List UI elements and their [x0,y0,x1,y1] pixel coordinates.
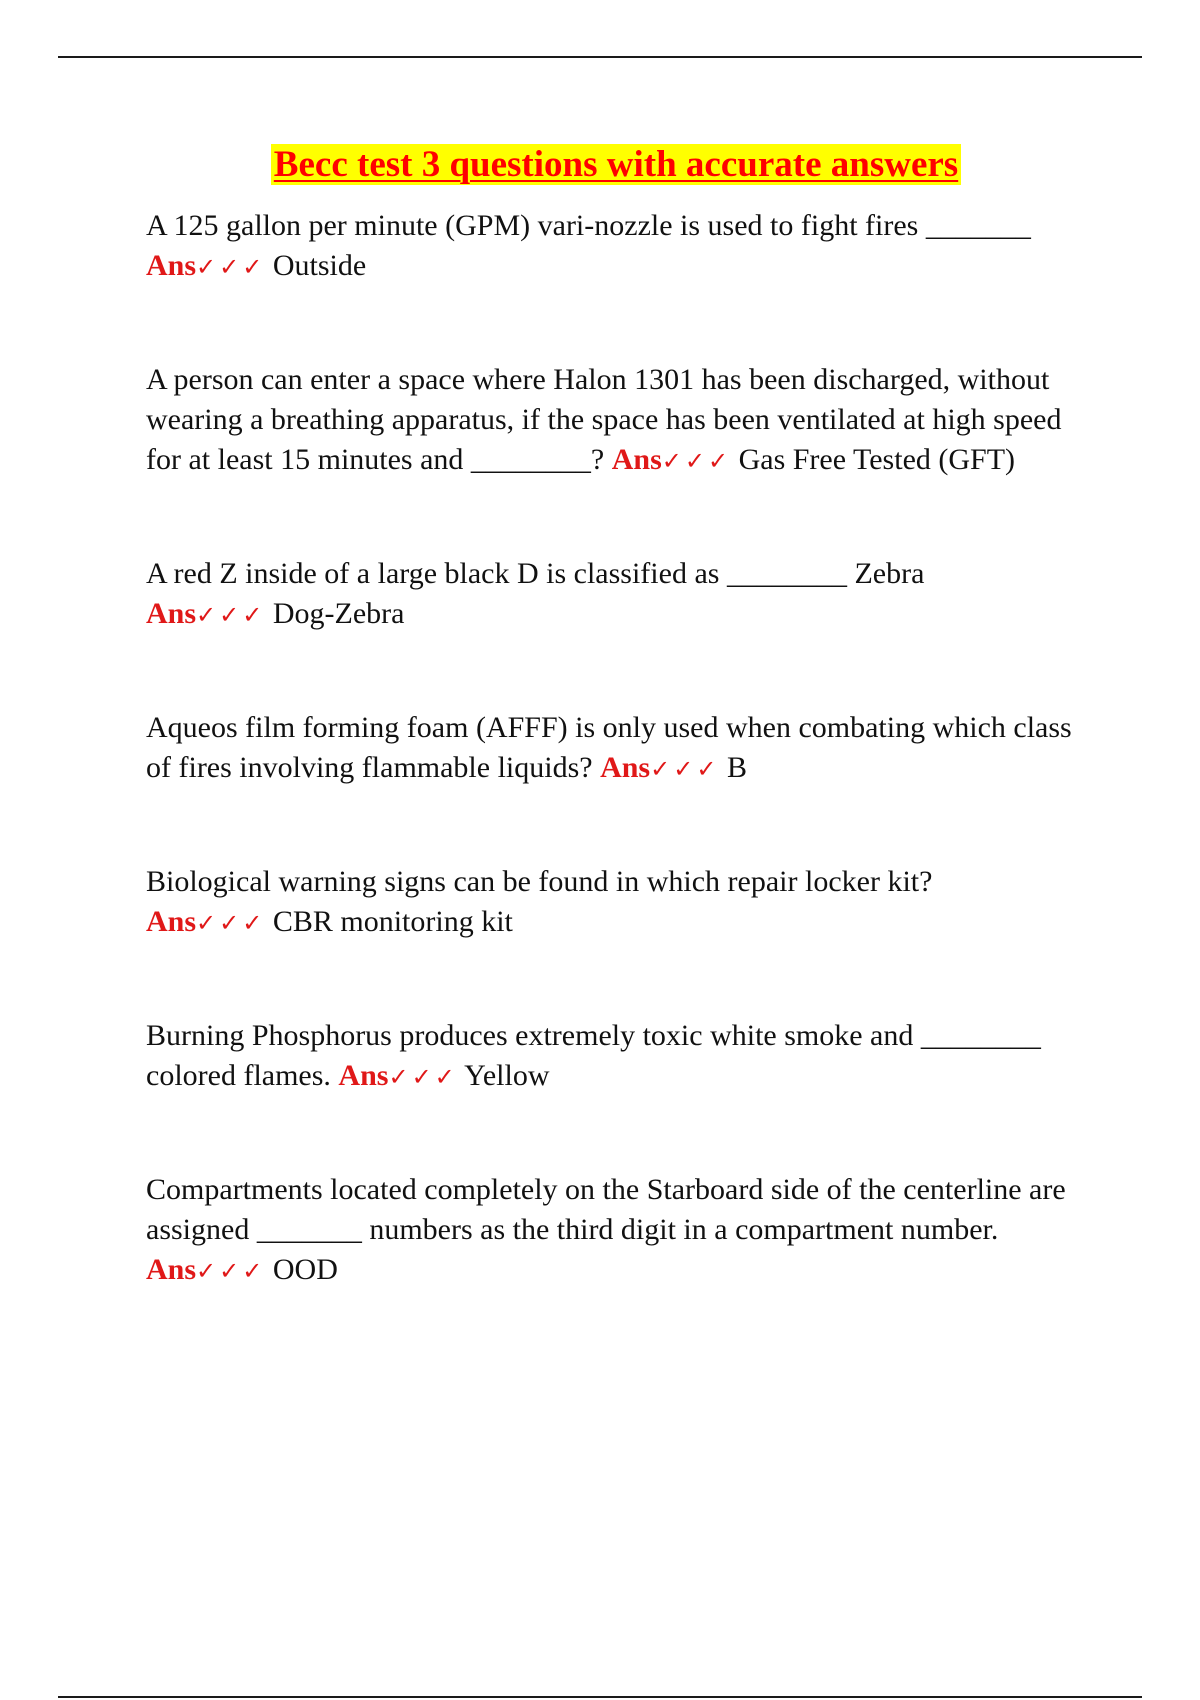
question-text: A 125 gallon per minute (GPM) vari-nozzle is used to fight fires _______ [146,209,1031,242]
qa-item [146,554,1086,635]
answer-label: Ans [338,1059,389,1092]
qa-item [146,1170,1086,1291]
answer-text: B [726,751,747,784]
qa-item [146,206,1086,287]
qa-item [146,862,1086,943]
question-text: Aqueos film forming foam (AFFF) is only used when combating which class of fires involving flammable liquids? [146,711,1072,784]
answer-text: Outside [272,249,367,282]
answer-text: Gas Free Tested (GFT) [738,443,1016,476]
question-text: A red Z inside of a large black D is classified as ________ Zebra [146,557,925,590]
checkmark-icon: ✓✓✓ [661,447,732,475]
question-text: Burning Phosphorus produces extremely toxic white smoke and ________ colored flames. [146,1019,1041,1092]
question-text: Compartments located completely on the Starboard side of the centerline are assigned _______ numbers as the third digit in a compartment number. [146,1173,1066,1246]
qa-item [146,708,1086,789]
footer-rule [58,1696,1142,1698]
checkmark-icon: ✓✓✓ [388,1063,458,1091]
answer-label: Ans [146,1253,197,1286]
answer-label: Ans [600,751,651,784]
checkmark-icon: ✓✓✓ [196,253,266,281]
qa-list [146,206,1086,1291]
document-title-text: Becc test 3 questions with accurate answers [271,144,961,185]
answer-text: Yellow [464,1059,550,1092]
answer-label: Ans [146,905,197,938]
qa-item [146,1016,1086,1097]
header-rule [58,56,1142,58]
checkmark-icon: ✓✓✓ [650,755,720,783]
answer-text: OOD [272,1253,338,1286]
checkmark-icon: ✓✓✓ [196,909,266,937]
answer-label: Ans [146,249,197,282]
document-body [146,142,1086,1364]
answer-label: Ans [146,597,197,630]
question-text: Biological warning signs can be found in which repair locker kit? [146,865,933,898]
document-title [146,142,1086,188]
checkmark-icon: ✓✓✓ [196,601,266,629]
answer-text: CBR monitoring kit [272,905,513,938]
answer-label: Ans [611,443,662,476]
answer-text: Dog-Zebra [272,597,405,630]
qa-item [146,360,1086,481]
question-text: A person can enter a space where Halon 1301 has been discharged, without wearing a breathing apparatus, if the space has been ventilated at high speed for at least 15 minutes and ________? [146,363,1062,476]
checkmark-icon: ✓✓✓ [196,1257,266,1285]
